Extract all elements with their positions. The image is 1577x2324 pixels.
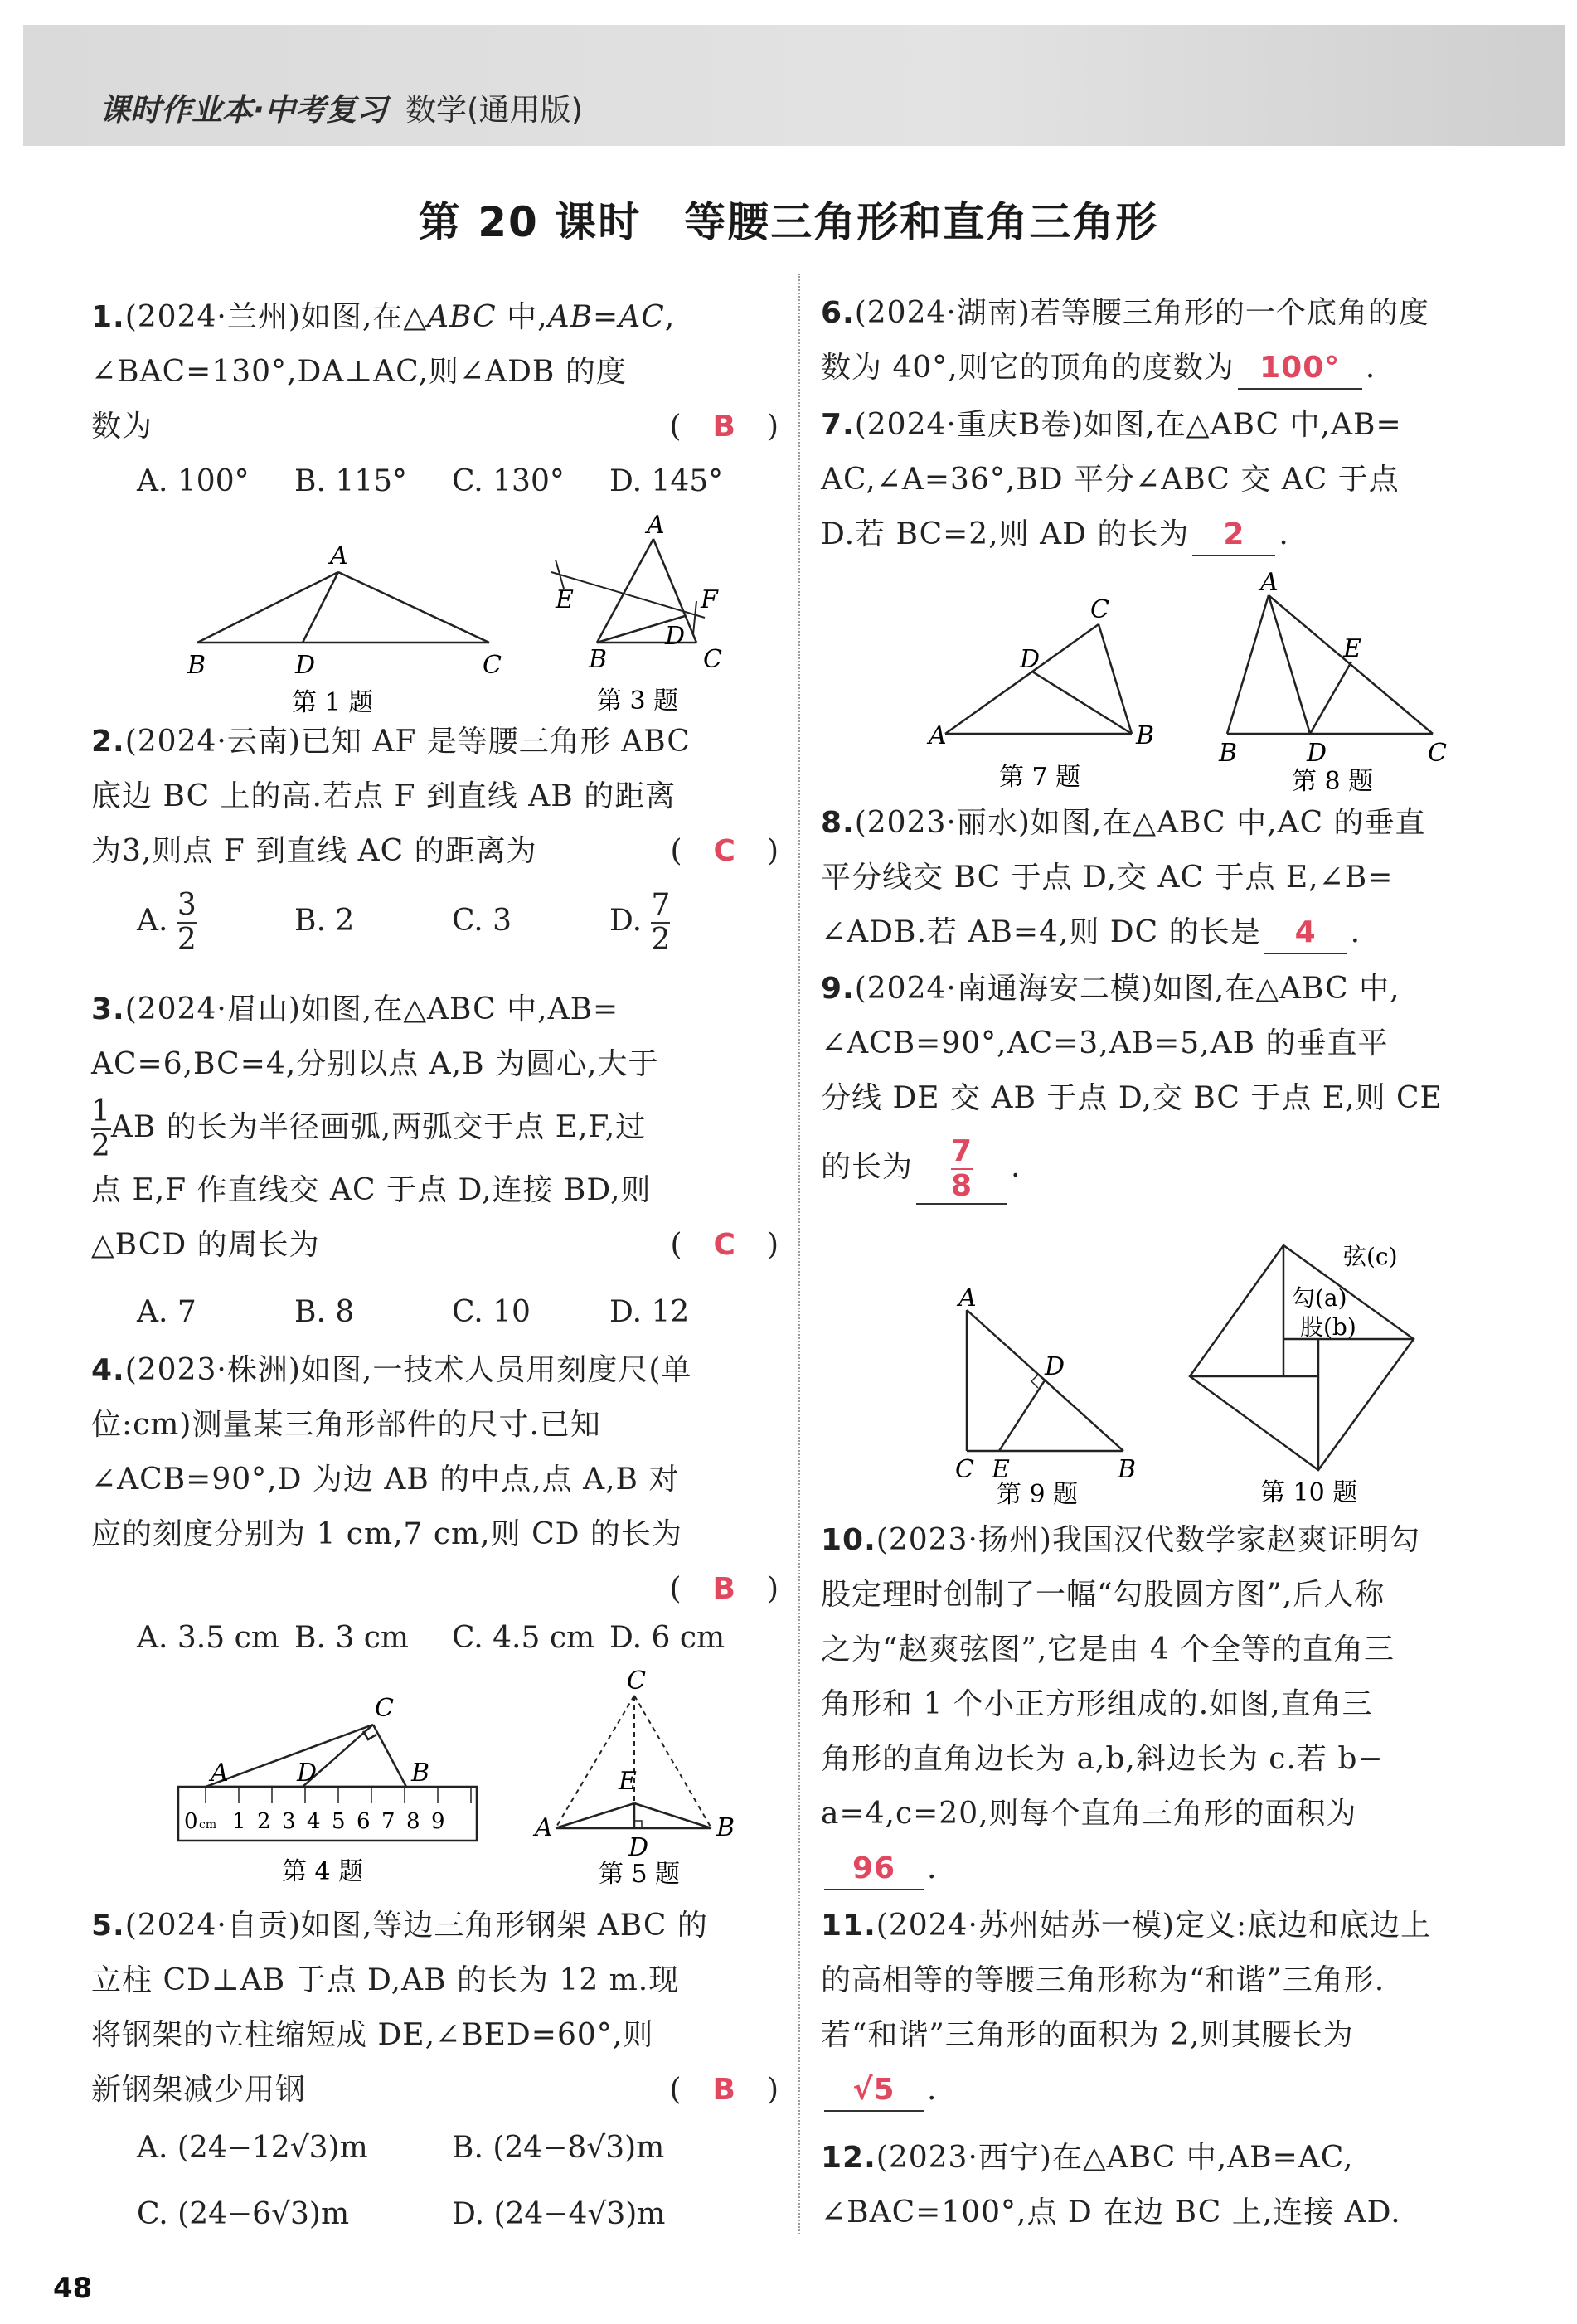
ruler-tick-1: 1: [232, 1809, 246, 1834]
page-title: 第 20 课时 等腰三角形和直角三角形: [418, 198, 1159, 246]
fig7-label-d: D: [1020, 645, 1041, 674]
fig4-caption: 第 4 题: [282, 1857, 364, 1886]
question-7: 7.(2024·重庆B卷)如图,在△ABC 中,AB= AC,∠A=36°,BD 平分∠ABC 交 AC 于点 D.若 BC=2,则 AD 的长为 2 .: [821, 398, 1509, 562]
question-10: 10.(2023·扬州)我国汉代数学家赵爽证明勾 股定理时创制了一幅“勾股圆方图”,后人称 之为“赵爽弦图”,它是由 4 个全等的直角三 角形和 1 个小正方形组成的.如图,直角三 角形的直角边长为 a,b,斜边长为 c.若 b− a=4,c=20,则每个直角三角形的面积为 96 .: [821, 1513, 1509, 1896]
figure-10: [1177, 1235, 1451, 1509]
header-series: 课时作业本·中考复习 数学(通用版): [99, 92, 583, 128]
fig9-label-d: D: [1045, 1352, 1065, 1381]
fig3-caption: 第 3 题: [597, 687, 679, 716]
question-9: 9.(2024·南通海安二模)如图,在△ABC 中, ∠ACB=90°,AC=3,AB=5,AB 的垂直平 分线 DE 交 AB 于点 D,交 BC 于点 E,则 CE 的长为 $\frac{7}{8}$ .: [821, 972, 1443, 1203]
ruler-tick-8: 8: [406, 1809, 420, 1834]
question-11: 11.(2024·苏州姑苏一模)定义:底边和底边上 的高相等的等腰三角形称为“和谐”三角形. 若“和谐”三角形的面积为 2,则其腰长为 √5 .: [821, 1899, 1509, 2118]
fig8-label-d: D: [1307, 739, 1327, 768]
options-5-row1: A. (24−12√3)m B. (24−8√3)m: [137, 2131, 665, 2165]
answer-2: C: [713, 834, 736, 868]
ruler-tick-2: 2: [257, 1809, 271, 1834]
question-3: 3.(2024·眉山)如图,在△ABC 中,AB= AC=6,BC=4,分别以点 A,B 为圆心,大于 $\frac{1}{2}$ AB 的长为半径画弧,两弧交于点 E,F,过 点 E,F 作直线交 AC 于点 D,连接 BD,则 △BCD 的周长为 ( C ): [91, 992, 779, 1262]
fig5-label-d: D: [628, 1833, 649, 1862]
options-2: A. $\frac{3}{2}$ B. 2 C. 3 D. $\frac{7}{2}$: [137, 888, 671, 957]
answer-5: B: [712, 2073, 736, 2107]
fig7-label-a: A: [929, 721, 947, 750]
ruler-zero: 0: [184, 1809, 198, 1834]
ruler-unit: cm: [199, 1818, 217, 1832]
header-subject: 数学(通用版): [405, 92, 583, 128]
page-number: 48: [53, 2272, 93, 2305]
column-divider: [798, 274, 800, 2234]
fig8-label-b: B: [1219, 739, 1238, 768]
fig3-label-f: F: [701, 585, 718, 614]
fig9-label-c: C: [955, 1455, 974, 1484]
figure-8: [1211, 572, 1459, 796]
fig4-label-d: D: [297, 1759, 318, 1788]
answer-3: C: [713, 1228, 736, 1262]
fig5-caption: 第 5 题: [599, 1860, 681, 1889]
fig4-label-b: B: [411, 1759, 430, 1788]
fig9-caption: 第 9 题: [997, 1480, 1079, 1509]
fig7-label-c: C: [1090, 595, 1109, 624]
answer-1: B: [712, 410, 736, 444]
options-4: A. 3.5 cm B. 3 cm C. 4.5 cm D. 6 cm: [137, 1621, 725, 1655]
ruler-tick-4: 4: [307, 1809, 321, 1834]
figure-9: [937, 1285, 1152, 1509]
ruler-tick-9: 9: [431, 1809, 445, 1834]
fig8-label-e: E: [1343, 634, 1361, 663]
fig8-label-c: C: [1428, 739, 1447, 768]
figure-5: [531, 1667, 763, 1895]
fig9-label-b: B: [1118, 1455, 1137, 1484]
figure-3: [531, 510, 763, 721]
question-4: 4.(2023·株洲)如图,一技术人员用刻度尺(单 位:cm)测量某三角形部件的尺寸.已知 ∠ACB=90°,D 为边 AB 的中点,点 A,B 对 应的刻度分别为 1 cm,7 cm,则 CD 的长为 ( B ): [91, 1353, 779, 1606]
fig10-caption: 第 10 题: [1260, 1478, 1358, 1507]
fig3-label-a: A: [647, 511, 665, 540]
question-1: 1.(2024·兰州)如图,在△ABC 中,AB=AC, ∠BAC=130°,DA⊥AC,则∠ADB 的度 数为 ( B ): [91, 300, 779, 444]
fig10-label-gou: 勾(a): [1292, 1284, 1347, 1312]
fig5-label-a: A: [535, 1813, 553, 1842]
answer-9-den: 8: [950, 1169, 973, 1203]
fig4-label-c: C: [375, 1694, 394, 1723]
ruler-tick-5: 5: [332, 1809, 346, 1834]
answer-9-num: 7: [950, 1134, 973, 1168]
fig7-caption: 第 7 题: [999, 763, 1081, 792]
fig3-label-c: C: [703, 645, 722, 674]
fig5-label-c: C: [627, 1667, 646, 1696]
question-5: 5.(2024·自贡)如图,等边三角形钢架 ABC 的 立柱 CD⊥AB 于点 D,AB 的长为 12 m.现 将钢架的立柱缩短成 DE,∠BED=60°,则 新钢架减少用钢 ( B ): [91, 1909, 779, 2107]
options-1: A. 100° B. 115° C. 130° D. 145°: [137, 464, 724, 498]
ruler-tick-7: 7: [381, 1809, 395, 1834]
ruler-tick-3: 3: [282, 1809, 296, 1834]
fig1-caption: 第 1 题: [292, 688, 374, 717]
fig1-label-d: D: [295, 651, 316, 680]
fig1-label-b: B: [187, 651, 206, 680]
fig1-label-c: C: [483, 651, 502, 680]
fig1-label-a: A: [330, 541, 348, 570]
fig5-label-b: B: [716, 1813, 735, 1842]
answer-4: B: [712, 1572, 736, 1606]
fig8-label-a: A: [1260, 572, 1279, 597]
fig3-label-b: B: [589, 645, 608, 674]
figure-7: [920, 593, 1169, 796]
question-2: 2.(2024·云南)已知 AF 是等腰三角形 ABC 底边 BC 上的高.若点 F 到直线 AB 的距离 为3,则点 F 到直线 AC 的距离为 ( C ): [91, 725, 779, 868]
fig3-label-e: E: [556, 585, 574, 614]
fig8-caption: 第 8 题: [1292, 767, 1374, 796]
fig4-label-a: A: [211, 1759, 229, 1788]
answer-7: 2: [1223, 517, 1245, 551]
question-6: 6.(2024·湖南)若等腰三角形的一个底角的度 数为 40°,则它的顶角的度数为 100° .: [821, 286, 1509, 395]
fig9-label-a: A: [958, 1285, 977, 1312]
question-12: 12.(2023·西宁)在△ABC 中,AB=AC, ∠BAC=100°,点 D 在边 BC 上,连接 AD.: [821, 2141, 1401, 2229]
answer-11: √5: [852, 2073, 895, 2107]
question-8: 8.(2023·丽水)如图,在△ABC 中,AC 的垂直 平分线交 BC 于点 D,交 AC 于点 E,∠B= ∠ADB.若 AB=4,则 DC 的长是 4 .: [821, 796, 1509, 960]
ruler-tick-6: 6: [357, 1809, 371, 1834]
fig10-label-xian: 弦(c): [1343, 1243, 1398, 1270]
fig5-label-e: E: [619, 1767, 637, 1796]
answer-6: 100°: [1259, 351, 1341, 385]
answer-8: 4: [1294, 915, 1317, 949]
options-5-row2: C. (24−6√3)m D. (24−4√3)m: [137, 2197, 666, 2231]
options-3: A. 7 B. 8 C. 10 D. 12: [137, 1295, 690, 1329]
figure-4: [166, 1683, 497, 1895]
fig10-label-gu: 股(b): [1300, 1313, 1356, 1341]
figure-1: [166, 531, 514, 721]
fig9-label-e: E: [992, 1455, 1010, 1484]
answer-10: 96: [852, 1851, 896, 1885]
fig7-label-b: B: [1136, 721, 1155, 750]
fig3-label-d: D: [665, 622, 686, 651]
